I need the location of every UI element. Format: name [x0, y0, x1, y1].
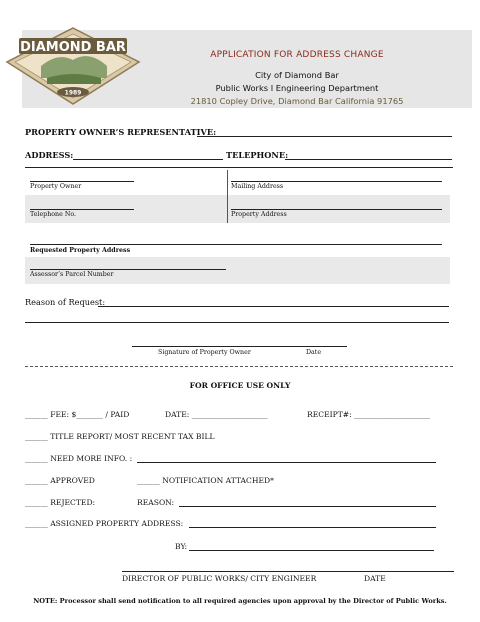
receipt-field[interactable]: RECEIPT#: ____________________ — [307, 410, 431, 419]
assigned-address-field[interactable] — [189, 527, 436, 528]
by-field[interactable] — [189, 550, 434, 551]
director-signature-field[interactable] — [122, 571, 454, 572]
telephone-no-field[interactable] — [30, 209, 134, 210]
signature-field[interactable] — [132, 346, 347, 347]
form-title: APPLICATION FOR ADDRESS CHANGE — [210, 50, 384, 60]
grid-top-rule — [25, 167, 453, 168]
property-owner-label: Property Owner — [30, 183, 82, 190]
requested-address-field[interactable] — [30, 244, 442, 245]
logo-wordmark: DIAMOND BAR — [20, 40, 126, 55]
telephone-field[interactable] — [285, 159, 452, 160]
city-name: City of Diamond Bar — [255, 70, 339, 80]
rejected-reason-field[interactable] — [179, 506, 436, 507]
processor-note: NOTE: Processor shall send notification to all required agencies upon approval by the Director of Public Works. — [33, 597, 447, 605]
approved-check[interactable]: ______ APPROVED — [25, 476, 95, 485]
requested-address-label: Requested Property Address — [30, 247, 131, 254]
mailing-address-field[interactable] — [231, 181, 442, 182]
rep-field[interactable] — [197, 136, 452, 137]
grid-divider — [227, 170, 228, 223]
property-owner-field[interactable] — [30, 181, 134, 182]
rejected-check[interactable]: ______ REJECTED: — [25, 498, 96, 507]
office-date-field[interactable]: DATE: ____________________ — [165, 410, 268, 419]
mailing-address-label: Mailing Address — [231, 183, 284, 190]
parcel-number-label: Assessor’s Parcel Number — [30, 271, 114, 278]
reason-label: Reason of Request: — [25, 297, 106, 307]
fee-field[interactable]: ______ FEE: $_______ / PAID — [25, 410, 130, 419]
director-date-label: DATE — [364, 574, 386, 583]
reason-field-2[interactable] — [25, 322, 449, 323]
address-field[interactable] — [73, 159, 223, 160]
logo-year: 1989 — [64, 89, 82, 97]
need-more-info-check[interactable]: ______ NEED MORE INFO. : — [25, 454, 133, 463]
department-address: 21810 Copley Drive, Diamond Bar California 91765 — [190, 96, 404, 106]
by-label: BY: — [175, 542, 188, 551]
signature-date-label: Date — [306, 349, 322, 356]
rejected-reason-label: REASON: — [137, 498, 175, 507]
need-more-info-field[interactable] — [137, 462, 436, 463]
property-address-field[interactable] — [231, 209, 442, 210]
rep-label: PROPERTY OWNER’S REPRESENTATIVE: — [25, 127, 217, 137]
office-heading: FOR OFFICE USE ONLY — [189, 381, 291, 390]
department-name: Public Works I Engineering Department — [215, 83, 379, 93]
signature-label: Signature of Property Owner — [158, 349, 251, 356]
telephone-no-label: Telephone No. — [30, 211, 77, 218]
city-seal-logo — [3, 26, 143, 106]
title-report-check[interactable]: ______ TITLE REPORT/ MOST RECENT TAX BILL — [25, 432, 215, 441]
reason-field-1[interactable] — [98, 306, 449, 307]
director-label: DIRECTOR OF PUBLIC WORKS/ CITY ENGINEER — [122, 574, 317, 583]
office-separator — [25, 366, 453, 367]
address-label: ADDRESS: — [25, 150, 74, 160]
assigned-address-check[interactable]: ______ ASSIGNED PROPERTY ADDRESS: — [25, 519, 184, 528]
telephone-label: TELEPHONE: — [226, 150, 289, 160]
parcel-number-field[interactable] — [30, 269, 226, 270]
property-address-label: Property Address — [231, 211, 287, 218]
notification-check[interactable]: ______ NOTIFICATION ATTACHED* — [137, 476, 274, 485]
